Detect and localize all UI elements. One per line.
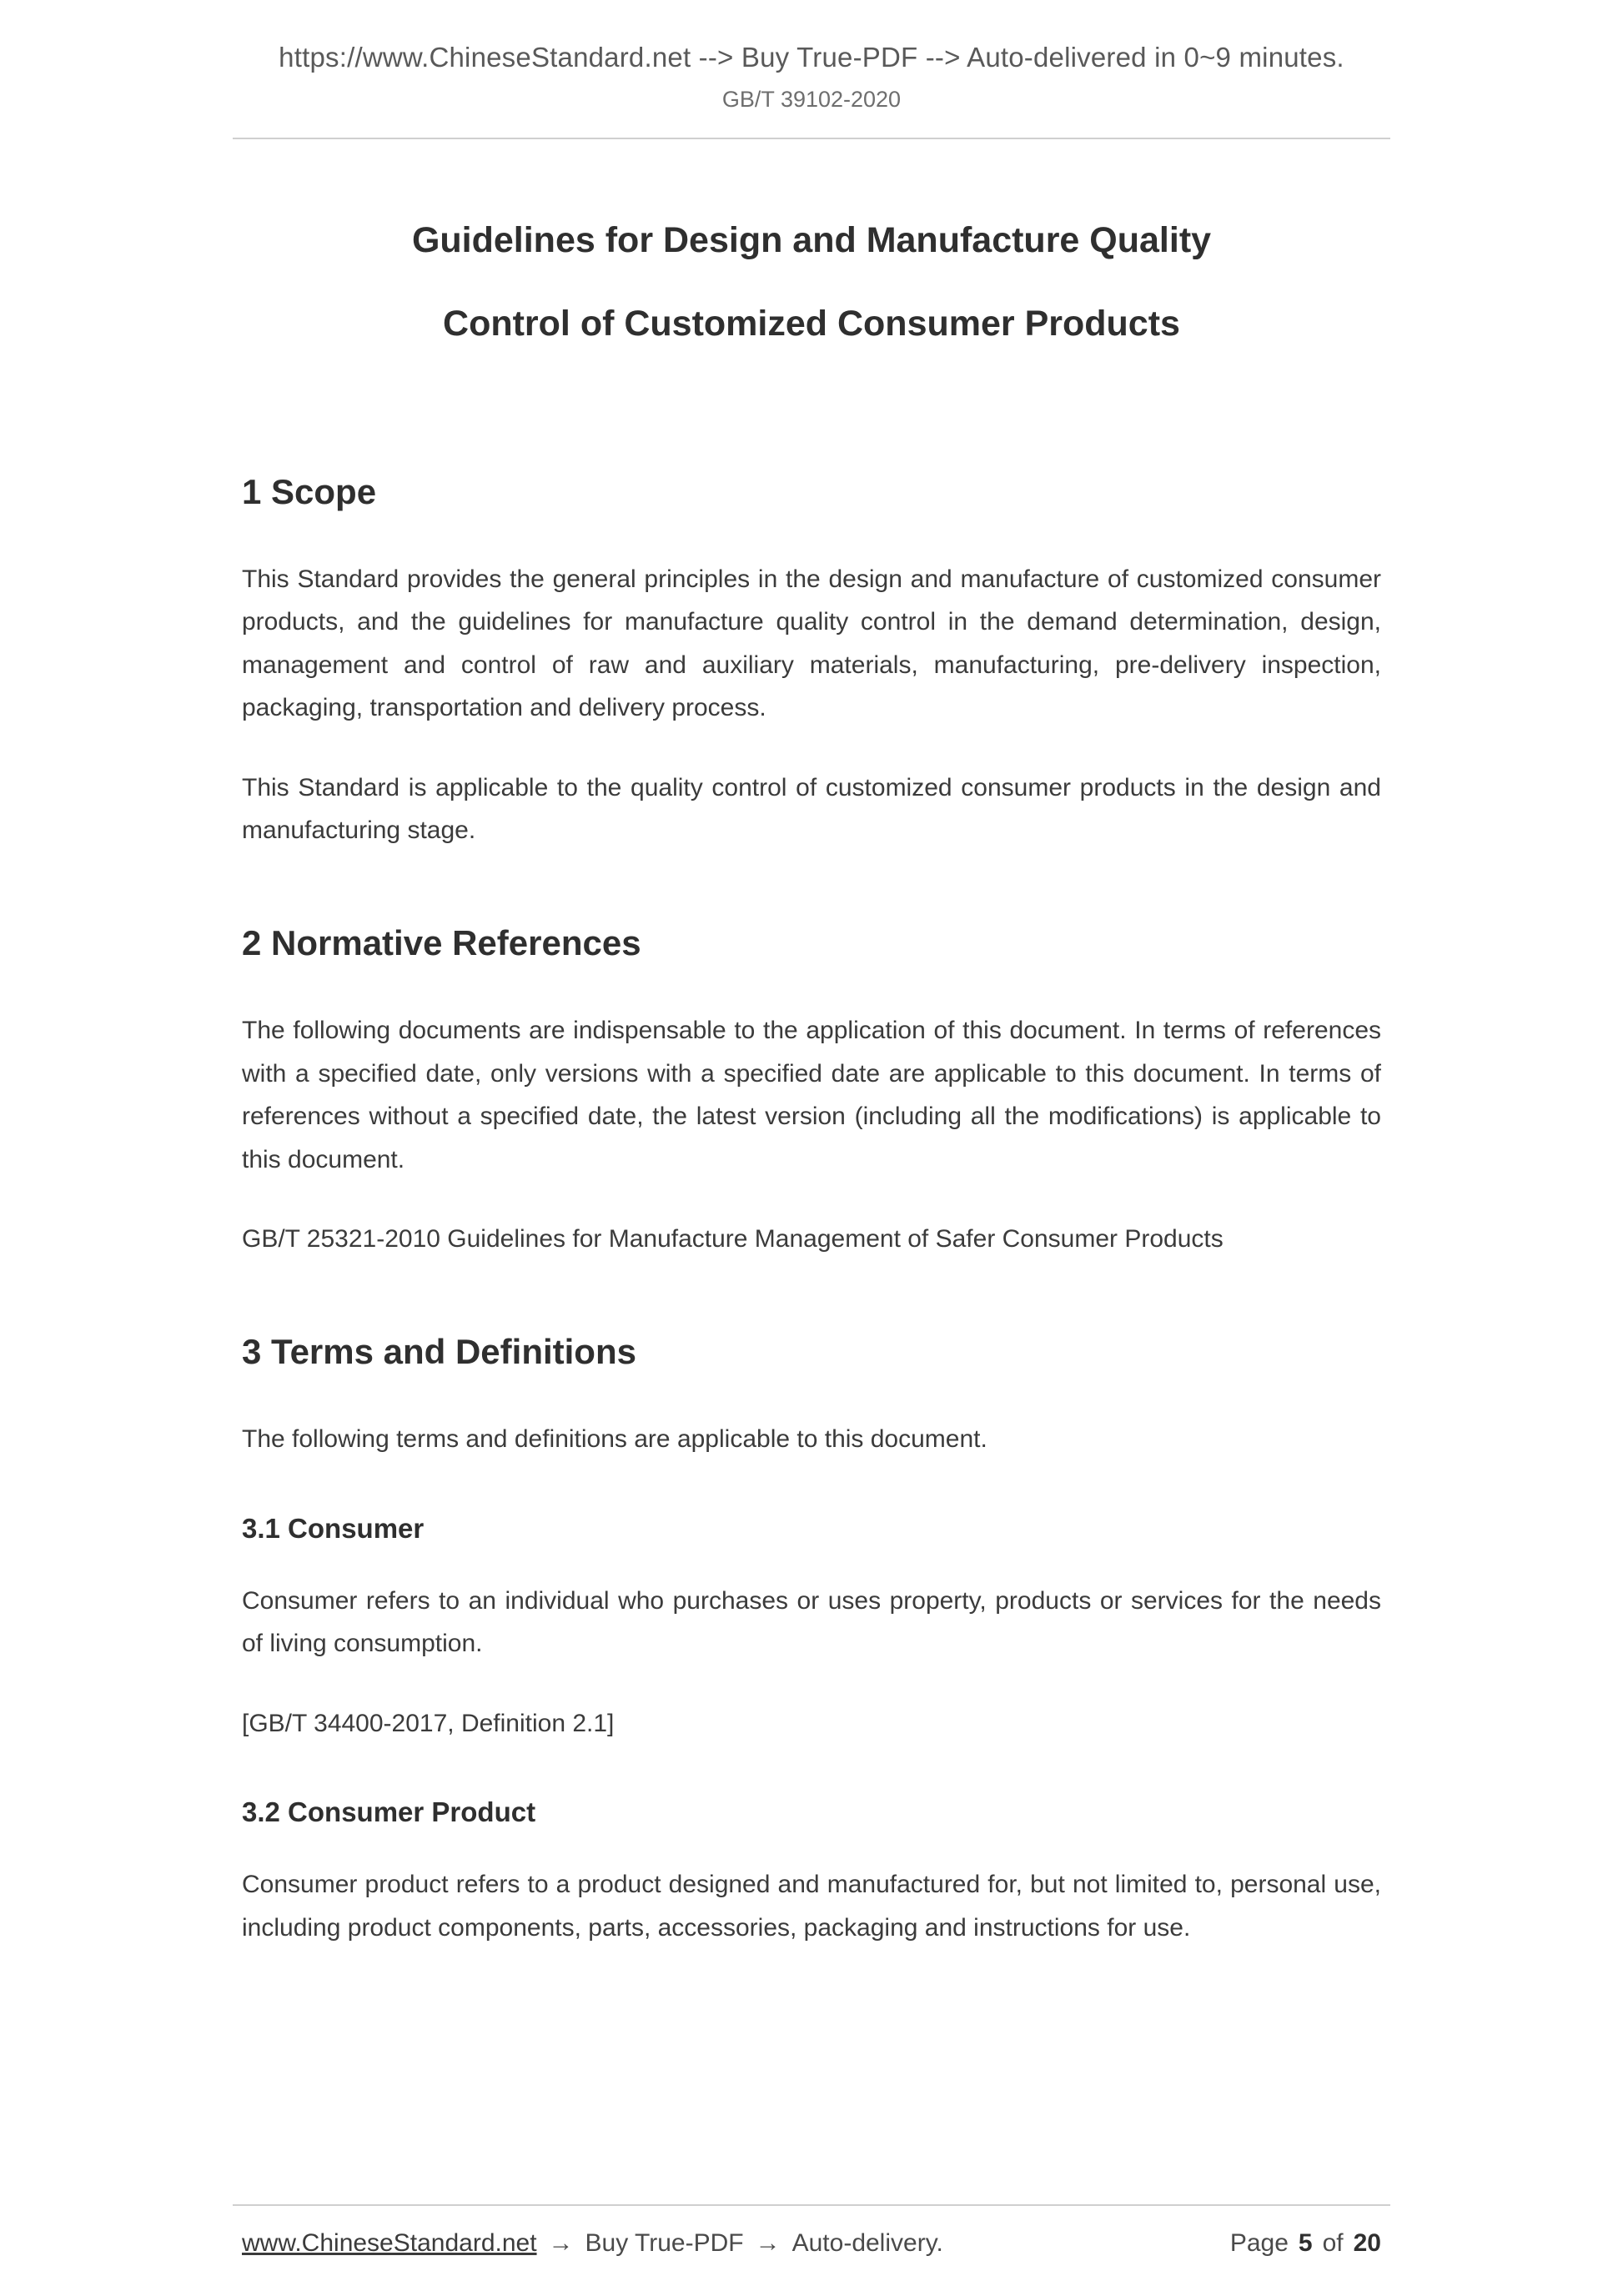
footer-left — [242, 2229, 943, 2258]
section-scope — [242, 472, 1381, 853]
page-label: Page — [1229, 2229, 1289, 2257]
section-heading-scope: 1 Scope — [242, 471, 377, 511]
consumer-product-definition-paragraph: Consumer product refers to a product designed and manufactured for, but not limited to, personal use, including product components, parts, accessories, packaging and instructions for use. — [242, 1871, 1381, 1942]
section-normative-references — [242, 923, 1381, 1261]
footer-delivery-text: Auto-delivery. — [791, 2229, 943, 2257]
right-arrow-icon: → — [755, 2229, 781, 2257]
header-divider — [233, 138, 1390, 139]
consumer-source-citation: [GB/T 34400-2017, Definition 2.1] — [242, 1709, 615, 1737]
terms-intro-paragraph: The following terms and definitions are applicable to this document. — [242, 1425, 987, 1454]
document-title — [242, 219, 1381, 347]
scope-paragraph-2: This Standard is applicable to the quality control of customized consumer products in the design and manufacturing stage. — [242, 773, 1381, 845]
scope-paragraph-1: This Standard provides the general principles in the design and manufacture of customized consumer products, and the guidelines for manufacture quality control in the demand determination, design, management and control of raw and auxiliary materials, manufacturing, pre-delivery inspection, packaging, transportation and delivery process. — [242, 565, 1381, 722]
page-total: 20 — [1353, 2229, 1381, 2257]
page-footer — [0, 2204, 1623, 2258]
footer-site-link[interactable]: www.ChineseStandard.net — [242, 2229, 537, 2257]
subsection-heading-consumer-product: 3.2 Consumer Product — [242, 1796, 536, 1828]
page-number: 5 — [1298, 2229, 1313, 2257]
footer-page-indicator — [1230, 2229, 1381, 2258]
normative-references-citation: GB/T 25321-2010 Guidelines for Manufacture Management of Safer Consumer Products — [242, 1225, 1224, 1254]
consumer-definition-paragraph: Consumer refers to an individual who purchases or uses property, products or services for the needs of living consumption. — [242, 1586, 1381, 1658]
subsection-consumer — [242, 1513, 1381, 1746]
normative-references-paragraph-1: The following documents are indispensable to the application of this document. In terms of references with a specified date, only versions with a specified date are applicable to this document. In terms of references without a specified date, the latest version (including all the modifications) is applicable to this document. — [242, 1017, 1381, 1173]
footer-buy-text: Buy True-PDF — [585, 2229, 744, 2257]
header-standard-number: GB/T 39102-2020 — [721, 87, 902, 112]
document-content — [242, 219, 1381, 1950]
document-title-line-1: Guidelines for Design and Manufacture Quality — [411, 220, 1212, 260]
section-heading-normative-references: 2 Normative References — [242, 923, 641, 963]
footer-divider — [233, 2204, 1390, 2206]
page-header — [0, 0, 1623, 113]
document-title-line-2: Control of Customized Consumer Products — [443, 303, 1180, 344]
section-heading-terms-and-definitions: 3 Terms and Definitions — [242, 1332, 636, 1372]
subsection-heading-consumer: 3.1 Consumer — [242, 1512, 425, 1544]
header-url-line: https://www.ChineseStandard.net --> Buy True-PDF --> Auto-delivered in 0~9 minutes. — [279, 42, 1344, 73]
section-terms-and-definitions — [242, 1332, 1381, 1950]
footer-row — [242, 2229, 1381, 2258]
of-label: of — [1322, 2229, 1344, 2257]
right-arrow-icon: → — [548, 2229, 574, 2257]
subsection-consumer-product — [242, 1796, 1381, 1949]
